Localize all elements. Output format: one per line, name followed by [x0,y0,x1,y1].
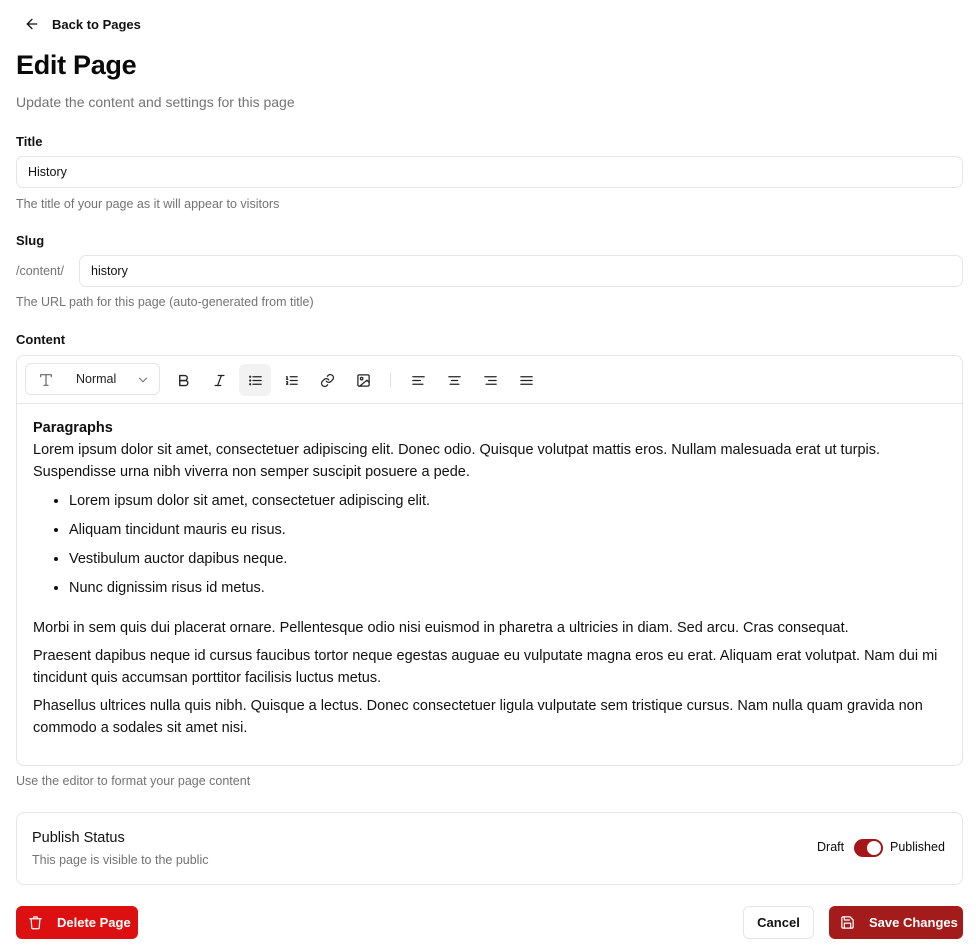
align-center-icon [447,373,462,388]
trash-icon [28,915,43,930]
image-button[interactable] [347,364,379,396]
content-heading: Paragraphs [33,420,113,436]
ordered-list-icon [284,373,299,388]
slug-help: The URL path for this page (auto-generated from title) [16,295,314,309]
ordered-list-button[interactable] [275,364,307,396]
content-paragraph: Praesent dapibus neque id cursus faucibus tortor neque egestas auguae eu vulputate magna eros eu erat. Aliquam erat volutpat. Nam dui mi tincidunt quis accumsan porttitor facilisis luctus metus. [33,648,938,686]
publish-status-title: Publish Status [32,830,125,846]
align-right-button[interactable] [474,364,506,396]
bullet-list-icon [248,373,263,388]
save-changes-button[interactable] [829,906,963,939]
title-label: Title [16,134,43,149]
list-item: • Nunc dignissim risus id metus. [69,578,946,600]
cancel-button[interactable] [743,906,814,939]
list-item: • Lorem ipsum dolor sit amet, consectetuer adipiscing elit. [69,491,946,513]
link-button[interactable] [311,364,343,396]
publish-toggle[interactable] [854,839,883,857]
rich-text-editor [16,355,963,766]
align-right-icon [483,373,498,388]
back-to-pages-link[interactable] [24,14,141,34]
delete-label: Delete Page [57,915,131,930]
align-justify-button[interactable] [510,364,542,396]
editor-content[interactable] [17,404,962,739]
content-intro: Lorem ipsum dolor sit amet, consectetuer adipiscing elit. Donec odio. Quisque volutpat mattis eros. Nullam malesuada erat ut turpis. Suspendisse urna nibh viverra non semper suscipit posuere a pede. [33,442,881,480]
content-bullet-list [69,491,946,600]
title-input[interactable] [16,156,963,188]
toggle-knob [867,841,881,855]
align-left-icon [411,373,426,388]
block-format-value: Normal [76,372,117,386]
delete-page-button[interactable] [16,906,138,939]
align-justify-icon [519,373,534,388]
bold-icon [176,373,191,388]
align-center-button[interactable] [438,364,470,396]
publish-status-card [16,812,963,885]
slug-label: Slug [16,233,45,248]
slug-prefix: /content/ [16,264,64,278]
toolbar-divider [390,372,391,388]
bullet-list-button[interactable] [239,364,271,396]
cancel-label: Cancel [757,915,800,930]
content-paragraph: Phasellus ultrices nulla quis nibh. Quisque a lectus. Donec consectetuer ligula vulputate sem tristique cursus. Nam nulla quam gravida non commodo a sodales sit amet nisi. [33,698,923,736]
editor-toolbar [17,356,962,404]
content-paragraph: Morbi in sem quis dui placerat ornare. Pellentesque odio nisi euismod in pharetra a ultricies in diam. Sed arcu. Cras consequat. [33,619,849,636]
text-type-icon [38,372,54,388]
align-left-button[interactable] [402,364,434,396]
link-icon [320,373,335,388]
save-label: Save Changes [869,915,958,930]
page-title: Edit Page [16,50,137,80]
italic-button[interactable] [203,364,235,396]
image-icon [356,373,371,388]
save-icon [840,915,855,930]
publish-status-description: This page is visible to the public [32,853,209,867]
title-help: The title of your page as it will appear to visitors [16,197,280,211]
slug-input[interactable] [79,255,963,287]
chevron-down-icon [136,373,150,387]
block-format-select[interactable] [25,363,160,395]
arrow-left-icon [24,16,40,32]
list-item: • Aliquam tincidunt mauris eu risus. [69,520,946,542]
draft-label: Draft [817,840,845,854]
content-help: Use the editor to format your page content [16,774,251,788]
back-label: Back to Pages [52,16,141,32]
page-subtitle: Update the content and settings for this page [16,94,295,110]
italic-icon [212,373,227,388]
list-item: • Vestibulum auctor dapibus neque. [69,549,946,571]
published-label: Published [890,840,945,854]
content-label: Content [16,332,66,347]
bold-button[interactable] [167,364,199,396]
